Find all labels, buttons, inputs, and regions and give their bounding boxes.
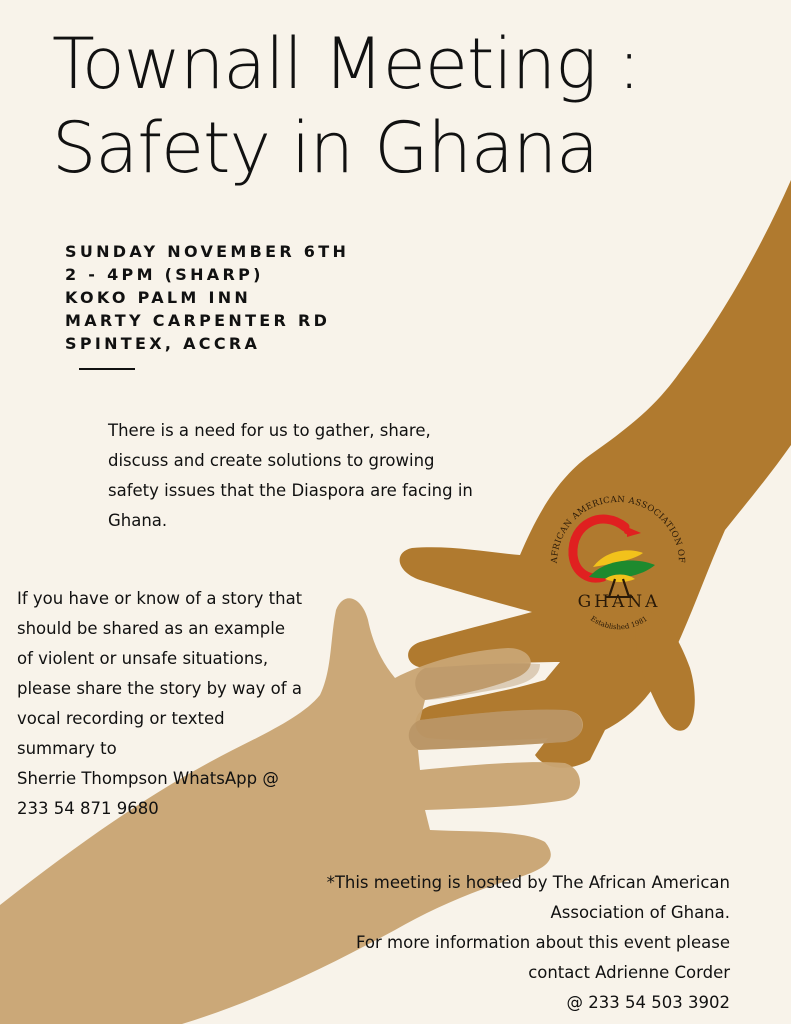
story-line: If you have or know of a story that [17,589,303,608]
logo-arc-text: AFRICAN AMERICAN ASSOCIATION OF [549,494,687,564]
association-logo [543,485,693,635]
event-city: SPINTEX, ACCRA [65,334,261,353]
svg-text:Established 1981 [589,615,649,632]
logo-name: GHANA [577,592,661,612]
story-line: vocal recording or texted [17,709,225,728]
footer-line: contact Adrienne Corder [528,963,730,982]
event-street: MARTY CARPENTER RD [65,311,331,330]
event-venue: KOKO PALM INN [65,288,252,307]
sankofa-bird-icon [573,519,655,597]
story-line: should be shared as an example [17,619,286,638]
event-details [65,240,349,355]
footer-line: @ 233 54 503 3902 [566,993,730,1012]
story-line: summary to [17,739,117,758]
story-request-paragraph [17,584,322,824]
title-line-1: Townall Meeting : [52,23,640,105]
footer-line: *This meeting is hosted by The African American [326,873,730,892]
title-line-2: Safety in Ghana [52,107,598,189]
event-title [52,22,640,190]
event-time: 2 - 4PM (SHARP) [65,265,264,284]
footer-line: Association of Ghana. [550,903,730,922]
footer-line: For more information about this event please [356,933,730,952]
host-contact-note [270,868,730,1018]
story-line: 233 54 871 9680 [17,799,159,818]
logo-established: Established 1981 [589,614,649,632]
story-line: of violent or unsafe situations, [17,649,269,668]
intro-paragraph: There is a need for us to gather, share, discuss and create solutions to growing safety issues that the Diaspora are facing in Ghana. [108,421,473,530]
divider [79,368,135,370]
story-line: please share the story by way of a [17,679,302,698]
event-date: SUNDAY NOVEMBER 6TH [65,242,350,261]
story-line: Sherrie Thompson WhatsApp @ [17,769,279,788]
